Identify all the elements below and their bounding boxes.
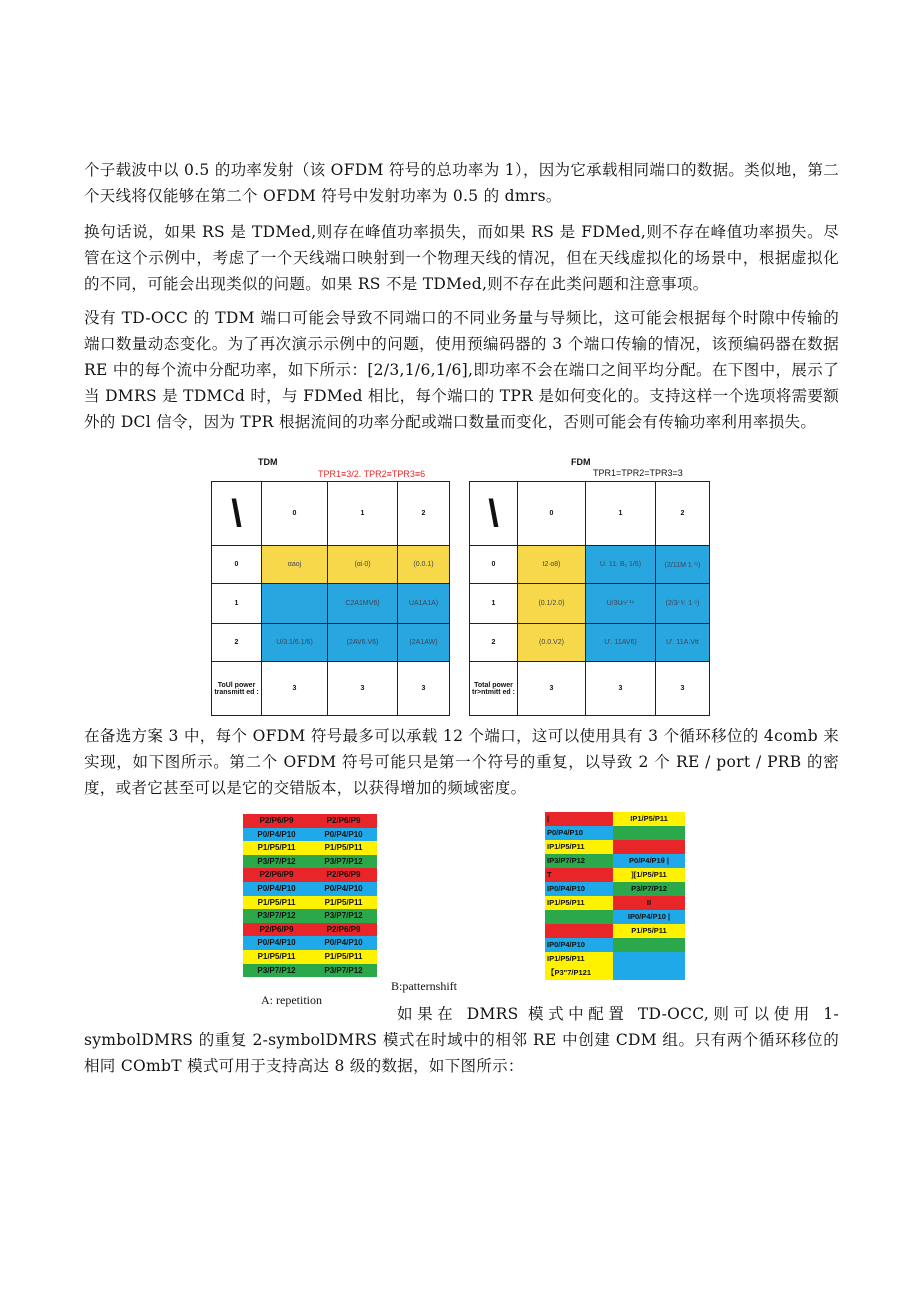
repetition-cell: P3/P7/P12 [243,909,310,923]
patternshift-row [545,868,685,882]
repetition-pattern [243,814,377,977]
tdm-col-header: 1 [328,482,398,546]
fdm-cell: U'. 11A.Vtt [656,624,710,662]
tdm-cell: (0.0.1) [398,546,450,584]
repetition-row [243,855,377,869]
repetition-cell: P2/P6/P9 [243,923,310,937]
repetition-cell: P0/P4/P10 [243,882,310,896]
patternshift-cell: T [545,868,613,882]
fdm-col-header: 1 [586,482,656,546]
fdm-cell: U/3U∕-∕ ¹⁶ [586,584,656,624]
patternshift-cell: 【P3"7/P121 [545,966,613,980]
fdm-total-label: Total power tr>ntmitt ed : [470,662,518,716]
repetition-row [243,868,377,882]
repetition-cell: P0/P4/P10 [310,936,377,950]
patternshift-cell [613,938,685,952]
tdm-total-label: ToUl power transmitt ed : [212,662,262,716]
repetition-cell: P3/P7/P12 [310,909,377,923]
patternshift-row [545,840,685,854]
patternshift-row [545,952,685,966]
repetition-row [243,936,377,950]
patternshift-cell: | [545,812,613,826]
tdm-subtitle: TPR1≡3/2. TPR2≡TPR3≡6 [318,469,426,479]
tdm-cell: (2AV6.V6) [328,624,398,662]
patternshift-row [545,882,685,896]
patternshift-row [545,812,685,826]
fdm-cell: (0.0.V2) [518,624,586,662]
fdm-cell: U'. 11AV6) [586,624,656,662]
patternshift-row [545,938,685,952]
tdm-total: 3 [398,662,450,716]
repetition-cell: P2/P6/P9 [310,923,377,937]
repetition-cell: P1/P5/P11 [310,896,377,910]
patternshift-cell: IP1/P5/P11 [545,896,613,910]
repetition-row [243,814,377,828]
repetition-cell: P0/P4/P10 [243,828,310,842]
patternshift-row [545,896,685,910]
fdm-table [469,481,710,716]
repetition-cell: P3/P7/P12 [310,964,377,978]
patternshift-cell: IP0/P4/P10 [545,938,613,952]
fdm-cell: (0.1/2.0) [518,584,586,624]
patternshift-cell: IP1/P5/P11 [613,812,685,826]
patternshift-cell [613,952,685,966]
repetition-cell: P1/P5/P11 [310,841,377,855]
repetition-cell: P1/P5/P11 [310,950,377,964]
patternshift-pattern [545,812,685,980]
tdm-cell: C2A1MV6) [328,584,398,624]
paragraph-5: 如果在 DMRS 模式中配置 TD-OCC,则可以使用 1-symbolDMRS 的重复 2-symbolDMRS 模式在时域中的相邻 RE 中创建 CDM 组。只有两个循环移位的相同 COmbT 模式可用于支持高达 8 级的数据，如下图所示： [84,1005,839,1075]
repetition-row [243,923,377,937]
patternshift-cell [613,826,685,840]
repetition-cell: P3/P7/P12 [310,855,377,869]
fdm-cell: U. 11. B₁ 1/6) [586,546,656,584]
tdm-row-header: 1 [212,584,262,624]
tdm-total: 3 [328,662,398,716]
patternshift-row [545,966,685,980]
repetition-cell: P1/P5/P11 [243,896,310,910]
patternshift-cell: P3/P7/P12 [613,882,685,896]
fdm-diagonal: \ [470,482,518,546]
repetition-row [243,841,377,855]
tdm-table [211,481,450,716]
patternshift-cell: ][1/P5/P11 [613,868,685,882]
patternshift-cell: P1/P5/P11 [613,924,685,938]
repetition-row [243,828,377,842]
patternshift-cell [613,840,685,854]
tdm-cell [262,584,328,624]
fdm-cell: (2/3∕ ¹∕. 1 ⁹) [656,584,710,624]
repetition-cell: P2/P6/P9 [310,814,377,828]
tdm-cell: (2A1AW) [398,624,450,662]
repetition-row [243,950,377,964]
fdm-total: 3 [586,662,656,716]
paragraph-3: 没有 TD-OCC 的 TDM 端口可能会导致不同端口的不同业务量与导频比，这可能会根据每个时隙中传输的端口数量动态变化。为了再次演示示例中的问题，使用预编码器的 3 个端口传输的情况，该预编码器在数据 RE 中的每个流中分配功率，如下所示：[2/3,1/6,1/6],即功率不会在端口之间平均分配。在下图中，展示了当 DMRS 是 TDMCd 时，与 FDMed 相比，每个端口的 TPR 是如何变化的。支持这样一个选项将需要额外的 DCl 信令，因为 TPR 根据流间的功率分配或端口数量而变化，否则可能会有传输功率利用率损失。 [84,309,839,431]
patternshift-cell: P0/P4/P10 [545,826,613,840]
tdm-cell: αaoj [262,546,328,584]
tdm-col-header: 2 [398,482,450,546]
paragraph-4: 在备选方案 3 中，每个 OFDM 符号最多可以承载 12 个端口，这可以使用具有 3 个循环移位的 4comb 来实现，如下图所示。第二个 OFDM 符号可能只是第一个符号的重复，以导致 2 个 RE / port / PRB 的密度，或者它甚至可以是它的交错版本，以获得增加的频域密度。 [84,727,839,797]
patternshift-cell: IP1/P5/P11 [545,840,613,854]
repetition-row [243,896,377,910]
patternshift-cell: IP0/P4/P10 | [613,910,685,924]
repetition-row [243,909,377,923]
patternshift-cell: P0/P4/P1θ | [613,854,685,868]
fdm-row-header: 2 [470,624,518,662]
patternshift-cell [545,924,613,938]
patternshift-cell: IP3/P7/P12 [545,854,613,868]
fdm-cell: (2/11M 1 ⁱ⁹) [656,546,710,584]
tdm-cell: U/3.1/6.1/6) [262,624,328,662]
fdm-col-header: 2 [656,482,710,546]
repetition-cell: P2/P6/P9 [243,814,310,828]
fdm-row-header: 0 [470,546,518,584]
fdm-cell: t2∙o8) [518,546,586,584]
patternshift-row [545,854,685,868]
paragraph-2: 换句话说，如果 RS 是 TDMed,则存在峰值功率损失，而如果 RS 是 FDMed,则不存在峰值功率损失。尽管在这个示例中，考虑了一个天线端口映射到一个物理天线的情况，但在天线虚拟化的场景中，根据虚拟化的不同，可能会出现类似的问题。如果 RS 不是 TDMed,则不存在此类问题和注意事项。 [84,223,839,293]
fdm-row-header: 1 [470,584,518,624]
repetition-row [243,964,377,978]
repetition-row [243,882,377,896]
fdm-col-header: 0 [518,482,586,546]
tdm-col-header: 0 [262,482,328,546]
patternshift-cell [613,966,685,980]
tdm-row-header: 0 [212,546,262,584]
tdm-cell: (αi∙0) [328,546,398,584]
tdm-total: 3 [262,662,328,716]
fdm-subtitle: TPR1=TPR2=TPR3=3 [593,468,683,478]
patternshift-row [545,826,685,840]
tdm-diagonal: \ [212,482,262,546]
patternshift-row [545,910,685,924]
patternshift-cell: IP0/P4/P10 [545,882,613,896]
fdm-total: 3 [656,662,710,716]
repetition-cell: P0/P4/P10 [243,936,310,950]
repetition-cell: P0/P4/P10 [310,828,377,842]
tdm-title: TDM [258,457,278,467]
patternshift-cell: IP1/P5/P11 [545,952,613,966]
repetition-cell: P0/P4/P10 [310,882,377,896]
fdm-title: FDM [571,457,591,467]
patternshift-cell [545,910,613,924]
repetition-cell: P2/P6/P9 [310,868,377,882]
tdm-row-header: 2 [212,624,262,662]
repetition-cell: P2/P6/P9 [243,868,310,882]
fdm-total: 3 [518,662,586,716]
repetition-cell: P3/P7/P12 [243,964,310,978]
tdm-cell: UA1A1A) [398,584,450,624]
repetition-cell: P1/P5/P11 [243,841,310,855]
paragraph-1: 个子载波中以 0.5 的功率发射（该 OFDM 符号的总功率为 1），因为它承载相同端口的数据。类似地，第二个天线将仅能够在第二个 OFDM 符号中发射功率为 0.5 的 dmrs。 [84,161,839,205]
repetition-caption: A: repetition [261,993,322,1007]
patternshift-caption: B:patternshift [391,979,457,993]
repetition-cell: P3/P7/P12 [243,855,310,869]
repetition-cell: P1/P5/P11 [243,950,310,964]
patternshift-cell: II [613,896,685,910]
patternshift-row [545,924,685,938]
